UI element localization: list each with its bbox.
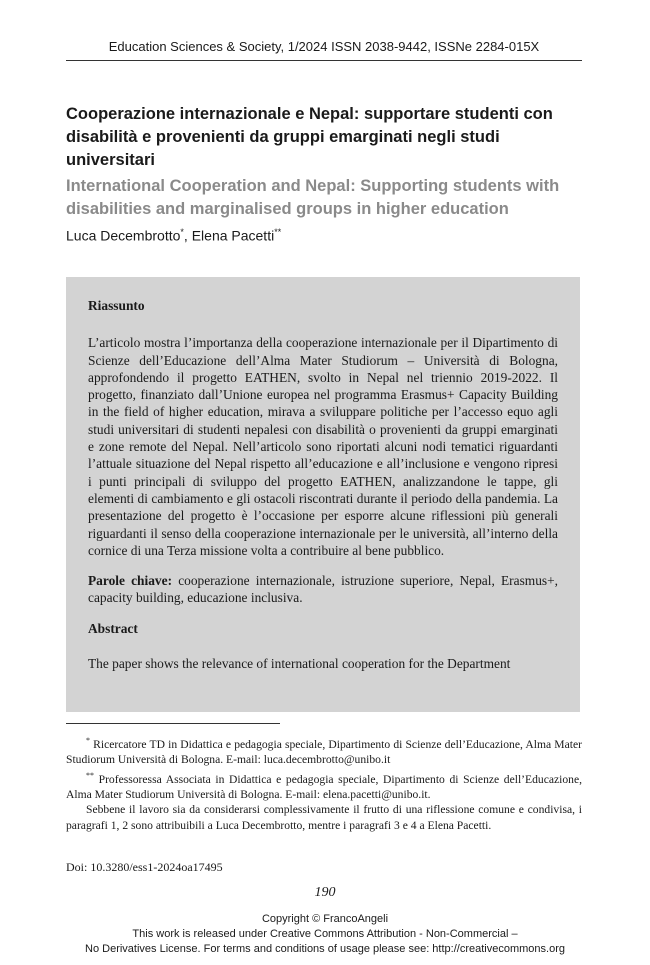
keywords-text: cooperazione internazionale, istruzione superiore, Nepal, Erasmus+, capacity building, educazione inclusiva.: [88, 573, 558, 606]
author-name: Elena Pacetti: [191, 227, 275, 244]
author-footnote-mark: *: [180, 227, 184, 237]
keywords: [88, 572, 558, 607]
author-separator: ,: [183, 227, 192, 244]
license-line: This work is released under Creative Commons Attribution - Non-Commercial –: [132, 928, 518, 940]
riassunto-text: L’articolo mostra l’importanza della cooperazione internazionale per il Dipartimento di Scienze dell’Educazione dell’Alma Mater Studiorum – Università di Bologna, approfondendo il progetto EATHEN, svolto in Nepal nel triennio 2019-2022. Il progetto, finanziato dall’Unione europea nel programma Erasmus+ Capacity Building in the field of higher education, mirava a sviluppare politiche per l’accesso equo agli studi universitari di studenti nepalesi con disabilità o provenienti da gruppi emarginati e zone remote del Nepal. Nell’articolo sono riportati alcuni nodi tematici riguardanti l’attuale situazione del Nepal rispetto all’educazione e all’inclusione e vengono ripresi i punti principali di sviluppo del progetto EATHEN, analizzandone le tappe, gli elementi di cambiamento e gli ostacoli riscontrati durante il periodo della pandemia. La presentazione del progetto è l’occasione per esporre alcune riflessioni più generali riguardanti il senso della cooperazione internazionale per le università, all’interno della cornice di una Terza missione volta a contribuire al bene pubblico.: [88, 335, 558, 558]
riassunto-heading: Riassunto: [88, 298, 145, 313]
author-name: Luca Decembrotto: [66, 227, 181, 244]
abstract-box: [66, 277, 580, 712]
footnote: [66, 733, 582, 768]
footnote: [66, 768, 582, 803]
license-footer: [0, 912, 650, 957]
footnote-mark: **: [86, 770, 94, 780]
keywords-label: Parole chiave:: [88, 573, 173, 589]
abstract-heading: Abstract: [88, 620, 138, 636]
title-italian: Cooperazione internazionale e Nepal: supportare studenti con disabilità e provenienti da gruppi emarginati negli studi universitari: [66, 105, 553, 169]
footnote-rule: [66, 723, 280, 724]
page-number: 190: [314, 885, 336, 900]
footnote: [66, 802, 582, 833]
footnotes: [66, 733, 582, 833]
title-english: International Cooperation and Nepal: Supporting students with disabilities and marginalised groups in higher education: [66, 177, 560, 218]
abstract-text: The paper shows the relevance of international cooperation for the Department: [88, 656, 511, 672]
footnote-text: Professoressa Associata in Didattica e pedagogia speciale, Dipartimento di Scienze dell’Educazione, Alma Mater Studiorum Università di Bologna. E-mail: elena.pacetti@unibo.it.: [66, 772, 582, 801]
author-footnote-mark: **: [274, 227, 282, 237]
footnote-mark: *: [86, 736, 90, 745]
footnote-text: Sebbene il lavoro sia da considerarsi complessivamente il frutto di una riflessione comune e condivisa, i paragrafi 1, 2 sono attribuibili a Luca Decembrotto, mentre i paragrafi 3 e 4 a Elena Pacetti.: [66, 803, 582, 832]
license-line: No Derivatives License. For terms and conditions of usage please see: http://creativecommons.org: [85, 943, 565, 955]
authors: [66, 222, 584, 246]
doi: Doi: 10.3280/ess1-2024oa17495: [66, 860, 223, 874]
footnote-text: Ricercatore TD in Didattica e pedagogia speciale, Dipartimento di Scienze dell’Educazione, Alma Mater Studiorum Università di Bologna. E-mail: luca.decembrotto@unibo.it: [66, 737, 582, 767]
running-header: Education Sciences & Society, 1/2024 ISSN 2038-9442, ISSNe 2284-015X: [66, 34, 582, 61]
copyright-line: Copyright © FrancoAngeli: [261, 913, 389, 925]
